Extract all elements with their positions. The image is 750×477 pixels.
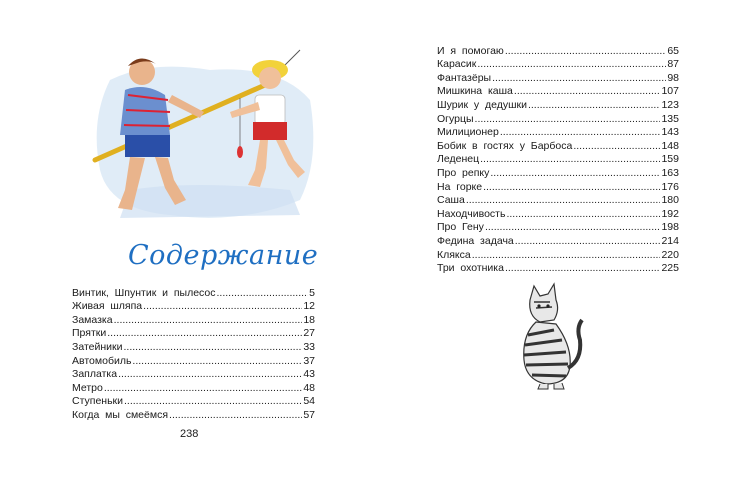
- toc-entry-page: 220: [661, 248, 679, 261]
- toc-entry: [72, 353, 315, 367]
- toc-leader-dots: [169, 409, 302, 421]
- toc-entry: [437, 70, 679, 84]
- toc-entry-title: Находчивость: [437, 207, 506, 220]
- toc-entry-title: На горке: [437, 180, 483, 193]
- toc-leader-dots: [123, 341, 302, 353]
- toc-leader-dots: [573, 140, 660, 152]
- toc-entry-page: 87: [667, 58, 679, 71]
- toc-entry-title: Бобик в гостях у Барбоса: [437, 139, 573, 152]
- toc-entry: [437, 193, 679, 207]
- toc-entry-page: 214: [661, 234, 679, 247]
- toc-leader-dots: [514, 85, 661, 97]
- toc-entry-page: 163: [661, 166, 679, 179]
- toc-entry-page: 54: [303, 395, 315, 408]
- toc-entry-title: Про репку: [437, 166, 490, 179]
- toc-leader-dots: [485, 221, 661, 233]
- toc-entry-title: Милиционер: [437, 126, 499, 139]
- toc-entry-page: 18: [303, 313, 315, 326]
- toc-entry-page: 65: [667, 44, 679, 57]
- toc-leader-dots: [500, 126, 661, 138]
- toc-entry: [437, 97, 679, 111]
- toc-entry-page: 198: [661, 221, 679, 234]
- toc-entry-title: И я помогаю: [437, 44, 504, 57]
- toc-entry: [437, 247, 679, 261]
- toc-entry-title: Затейники: [72, 340, 123, 353]
- toc-entry-page: 37: [303, 354, 315, 367]
- toc-entry-page: 27: [303, 327, 315, 340]
- toc-leader-dots: [132, 355, 302, 367]
- toc-entry-page: 98: [667, 71, 679, 84]
- toc-leader-dots: [472, 249, 661, 261]
- toc-entry: [72, 407, 315, 421]
- toc-leader-dots: [480, 153, 660, 165]
- toc-leader-dots: [483, 181, 660, 193]
- toc-entry: [72, 299, 315, 313]
- toc-entry: [437, 206, 679, 220]
- toc-entry: [437, 125, 679, 139]
- toc-entry-title: Федина задача: [437, 234, 514, 247]
- toc-entry-page: 135: [661, 112, 679, 125]
- toc-entry: [437, 165, 679, 179]
- toc-entry: [72, 326, 315, 340]
- toc-entry: [437, 233, 679, 247]
- toc-leader-dots: [114, 314, 303, 326]
- toc-entry-page: 176: [661, 180, 679, 193]
- toc-entry-page: 48: [303, 381, 315, 394]
- toc-entry-title: Леденец: [437, 153, 480, 166]
- toc-entry: [72, 380, 315, 394]
- toc-entry-title: Клякса: [437, 248, 471, 261]
- toc-leader-dots: [490, 167, 660, 179]
- toc-leader-dots: [505, 262, 661, 274]
- toc-entry-title: Саша: [437, 194, 465, 207]
- toc-leader-dots: [107, 327, 302, 339]
- boys-fishing-illustration: [90, 40, 320, 225]
- toc-leader-dots: [104, 382, 302, 394]
- toc-leader-dots: [477, 58, 666, 70]
- toc-entry-title: Три охотника: [437, 262, 504, 275]
- toc-leader-dots: [143, 300, 302, 312]
- toc-entry: [437, 179, 679, 193]
- toc-leader-dots: [475, 113, 661, 125]
- toc-entry-page: 159: [661, 153, 679, 166]
- toc-leader-dots: [506, 208, 660, 220]
- toc-entry-title: Заплатка: [72, 368, 118, 381]
- toc-entry: [437, 220, 679, 234]
- toc-entry-page: 12: [303, 300, 315, 313]
- toc-entry-title: Винтик, Шпунтик и пылесос: [72, 286, 216, 299]
- toc-heading: Содержание: [128, 240, 319, 271]
- toc-entry-title: Когда мы смеёмся: [72, 408, 169, 421]
- toc-entry-title: Метро: [72, 381, 103, 394]
- toc-leader-dots: [217, 287, 309, 299]
- toc-entry-title: Мишкина каша: [437, 85, 513, 98]
- toc-entry-title: Автомобиль: [72, 354, 132, 367]
- toc-entry: [72, 285, 315, 299]
- toc-entry-page: 57: [303, 408, 315, 421]
- toc-leader-dots: [466, 194, 661, 206]
- toc-entry-page: 43: [303, 368, 315, 381]
- toc-entry-page: 192: [661, 207, 679, 220]
- toc-entry: [72, 367, 315, 381]
- toc-leader-dots: [124, 395, 302, 407]
- toc-entry-page: 180: [661, 194, 679, 207]
- toc-entry: [72, 394, 315, 408]
- toc-leader-dots: [515, 235, 661, 247]
- striped-cat-illustration: [510, 280, 590, 390]
- toc-leader-dots: [118, 368, 302, 380]
- toc-entry-title: Прятки: [72, 327, 107, 340]
- toc-entry: [437, 152, 679, 166]
- toc-entry-title: Фантазёры: [437, 71, 492, 84]
- toc-entry-title: Огурцы: [437, 112, 474, 125]
- toc-entry-page: 143: [661, 126, 679, 139]
- toc-leader-dots: [505, 45, 667, 57]
- toc-entry: [72, 312, 315, 326]
- toc-entry-title: Про Гену: [437, 221, 484, 234]
- toc-entry-page: 5: [309, 286, 315, 299]
- toc-entry-page: 33: [303, 340, 315, 353]
- toc-entry-title: Карасик: [437, 58, 477, 71]
- toc-entry-page: 123: [661, 98, 679, 111]
- toc-list-right: [437, 43, 679, 274]
- toc-entry: [437, 138, 679, 152]
- toc-entry-title: Замазка: [72, 313, 113, 326]
- toc-entry: [72, 339, 315, 353]
- toc-entry-title: Ступеньки: [72, 395, 124, 408]
- toc-entry-title: Живая шляпа: [72, 300, 143, 313]
- toc-list-left: [72, 285, 315, 421]
- toc-entry-page: 107: [661, 85, 679, 98]
- toc-entry: [437, 261, 679, 275]
- toc-leader-dots: [528, 99, 661, 111]
- toc-entry: [437, 84, 679, 98]
- toc-entry-title: Шурик у дедушки: [437, 98, 527, 111]
- toc-entry-page: 148: [661, 139, 679, 152]
- toc-entry: [437, 57, 679, 71]
- page-number: 238: [180, 428, 199, 440]
- toc-entry-page: 225: [661, 262, 679, 275]
- toc-leader-dots: [492, 72, 666, 84]
- toc-entry: [437, 111, 679, 125]
- toc-entry: [437, 43, 679, 57]
